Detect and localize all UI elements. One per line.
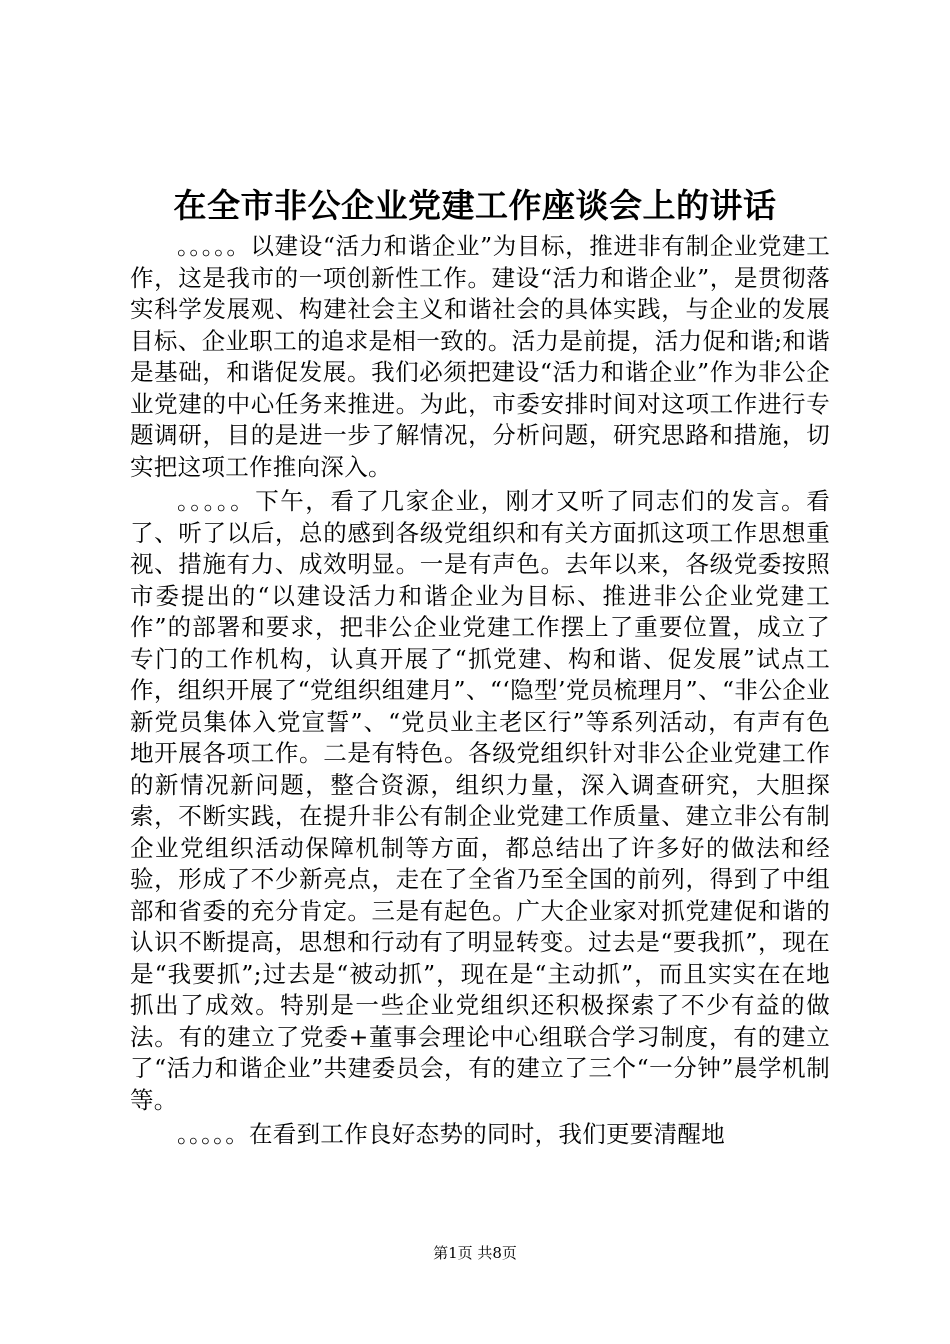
document-title: 在全市非公企业党建工作座谈会上的讲话 (173, 186, 777, 225)
paragraph-1: 。。。。。以建设“活力和谐企业”为目标，推进非有制企业党建工作，这是我市的一项创新性工作。建设“活力和谐企业”，是贯彻落实科学发展观、构建社会主义和谐社会的具体实践，与企业的发展目标、企业职工的追求是相一致的。活力是前提，活力促和谐;和谐是基础，和谐促发展。我们必须把建设“活力和谐企业”作为非公企业党建的中心任务来推进。为此，市委安排时间对这项工作进行专题调研，目的是进一步了解情况，分析问题，研究思路和措施，切实把这项工作推向深入。 (130, 232, 830, 481)
paragraph-3: 。。。。。在看到工作良好态势的同时，我们更要清醒地 (177, 1120, 725, 1148)
document-body (130, 231, 830, 1154)
page-number-footer: 第1页 共8页 (433, 1244, 517, 1262)
paragraph-2: 。。。。。下午，看了几家企业，刚才又听了同志们的发言。看了、听了以后，总的感到各级党组织和有关方面抓这项工作思想重视、措施有力、成效明显。一是有声色。去年以来，各级党委按照市委提出的“以建设活力和谐企业为目标、推进非公企业党建工作”的部署和要求，把非公企业党建工作摆上了重要位置，成立了专门的工作机构，认真开展了“抓党建、构和谐、促发展”试点工作，组织开展了“党组织组建月”、“‘隐型’党员梳理月”、“非公企业新党员集体入党宣誓”、“党员业主老区行”等系列活动，有声有色地开展各项工作。二是有特色。各级党组织针对非公企业党建工作的新情况新问题，整合资源，组织力量，深入调查研究，大胆探索，不断实践，在提升非公有制企业党建工作质量、建立非公有制企业党组织活动保障机制等方面，都总结出了许多好的做法和经验，形成了不少新亮点，走在了全省乃至全国的前列，得到了中组部和省委的充分肯定。三是有起色。广大企业家对抓党建促和谐的认识不断提高，思想和行动有了明显转变。过去是“要我抓”，现在是“我要抓”;过去是“被动抓”，现在是“主动抓”，而且实实在在地抓出了成效。特别是一些企业党组织还积极探索了不少有益的做法。有的建立了党委+董事会理论中心组联合学习制度，有的建立了“活力和谐企业”共建委员会，有的建立了三个“一分钟”晨学机制等。 (130, 487, 830, 1114)
